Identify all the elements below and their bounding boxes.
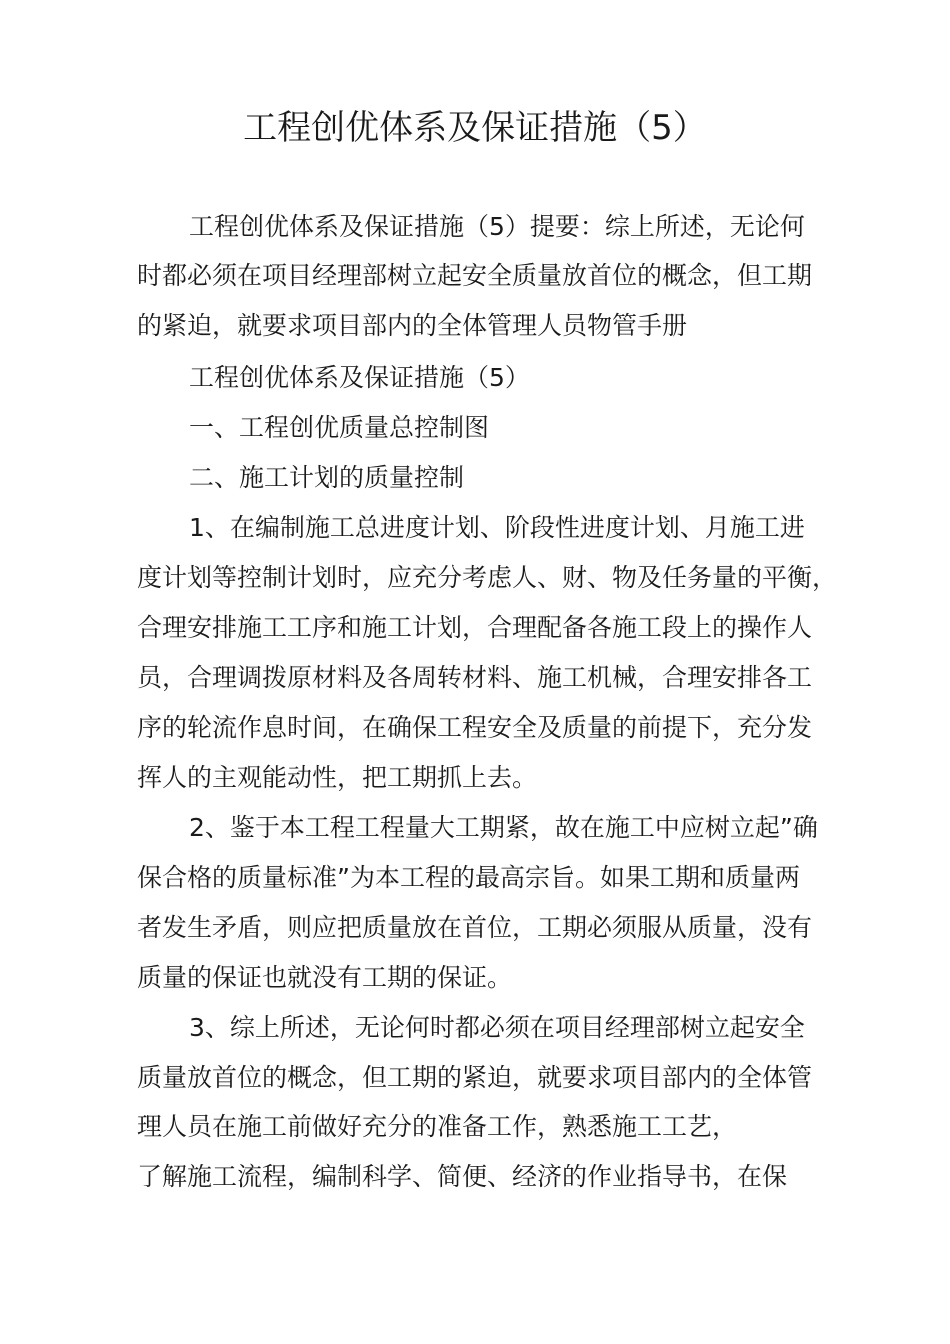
paragraph-2-line-2: 保合格的质量标准”为本工程的最高宗旨。如果工期和质量两: [137, 863, 800, 892]
page-title: 工程创优体系及保证措施（5）: [243, 108, 707, 148]
paragraph-2-line-1: 2、鉴于本工程工程量大工期紧，故在施工中应树立起”确: [189, 813, 818, 842]
paragraph-1-line-4: 员，合理调拨原材料及各周转材料、施工机械，合理安排各工: [137, 663, 813, 692]
heading-one: 一、工程创优质量总控制图: [189, 413, 490, 442]
paragraph-1-line-5: 序的轮流作息时间，在确保工程安全及质量的前提下，充分发: [137, 713, 813, 742]
paragraph-1-line-6: 挥人的主观能动性，把工期抓上去。: [137, 763, 538, 792]
paragraph-3-line-4: 了解施工流程，编制科学、简便、经济的作业指导书，在保: [137, 1162, 788, 1191]
heading-two: 二、施工计划的质量控制: [189, 463, 465, 492]
paragraph-3-line-3: 理人员在施工前做好充分的准备工作，熟悉施工工艺，: [137, 1112, 738, 1141]
paragraph-1-line-1: 1、在编制施工总进度计划、阶段性进度计划、月施工进: [189, 513, 805, 542]
paragraph-3-line-2: 质量放首位的概念，但工期的紧迫，就要求项目部内的全体管: [137, 1063, 813, 1092]
summary-line-3: 的紧迫，就要求项目部内的全体管理人员物管手册: [137, 311, 688, 340]
section-heading: 工程创优体系及保证措施（5）: [189, 363, 530, 392]
summary-line-2: 时都必须在项目经理部树立起安全质量放首位的概念，但工期: [137, 261, 813, 290]
summary-line-1: 工程创优体系及保证措施（5）提要：综上所述，无论何: [189, 212, 805, 241]
paragraph-1-line-2: 度计划等控制计划时，应充分考虑人、财、物及任务量的平衡，: [137, 563, 838, 592]
paragraph-3-line-1: 3、综上所述，无论何时都必须在项目经理部树立起安全: [189, 1013, 805, 1042]
paragraph-1-line-3: 合理安排施工工序和施工计划，合理配备各施工段上的操作人: [137, 613, 813, 642]
paragraph-2-line-3: 者发生矛盾，则应把质量放在首位，工期必须服从质量，没有: [137, 913, 813, 942]
paragraph-2-line-4: 质量的保证也就没有工期的保证。: [137, 963, 513, 992]
